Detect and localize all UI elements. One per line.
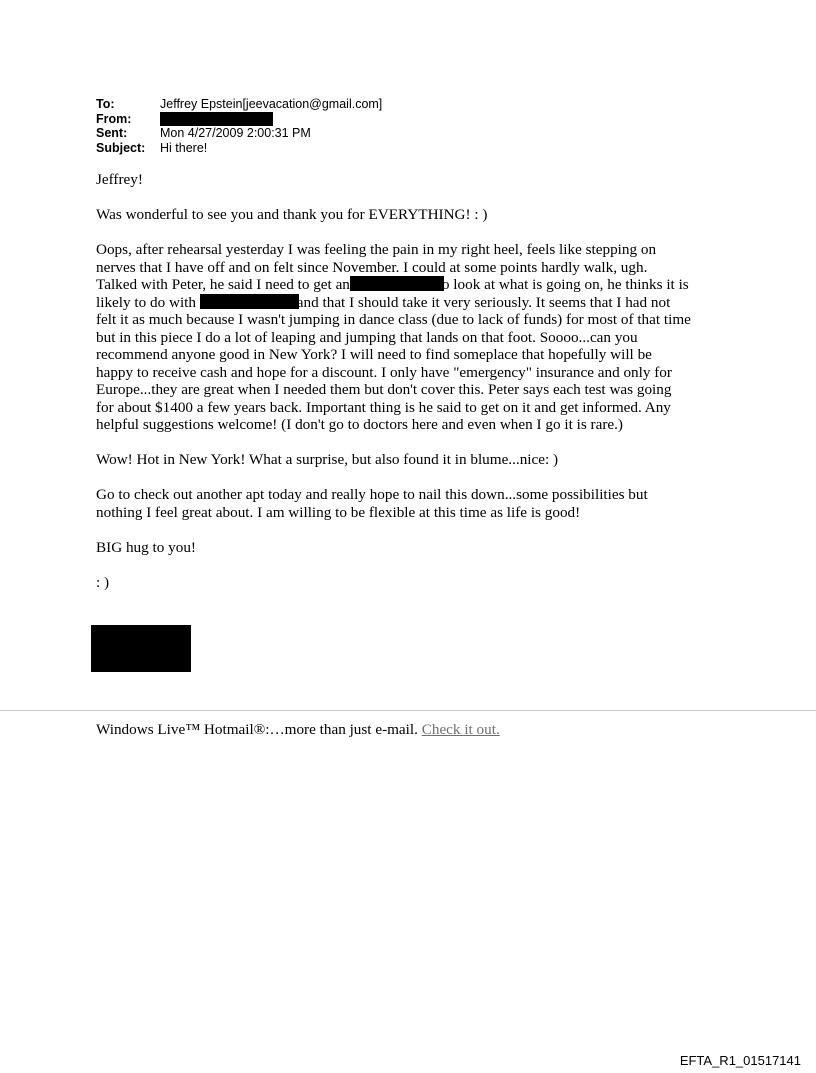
to-label: To:	[96, 97, 115, 111]
body-line: but in this piece I do a lot of leaping and jumping that lands on that foot. Soooo...can you	[96, 328, 638, 346]
signature-redaction	[91, 625, 191, 672]
paragraph-apartment	[96, 486, 736, 521]
from-redaction	[160, 112, 273, 126]
paragraph-thanks: Was wonderful to see you and thank you for EVERYTHING! : )	[96, 206, 488, 223]
body-line: nothing I feel great about. I am willing to be flexible at this time as life is good!	[96, 503, 581, 521]
body-line: recommend anyone good in New York? I will need to find someplace that hopefully will be	[96, 346, 652, 363]
footer-text: Windows Live™ Hotmail®:…more than just e-mail.	[96, 721, 422, 738]
sent-value: Mon 4/27/2009 2:00:31 PM	[160, 126, 311, 140]
paragraph-heel-pain	[96, 241, 736, 434]
sent-row	[96, 126, 382, 141]
body-line: Oops, after rehearsal yesterday I was feeling the pain in my right heel, feels like stepping on	[96, 241, 657, 258]
paragraph-hug: BIG hug to you!	[96, 538, 196, 556]
redaction-block	[200, 294, 299, 309]
body-line: for about $1400 a few years back. Important thing is he said to get on it and get informed. Any	[96, 398, 671, 416]
email-body	[96, 171, 736, 609]
subject-row	[96, 141, 382, 156]
from-label: From:	[96, 111, 132, 126]
body-text: o look at what is going on, he thinks it is	[441, 276, 689, 293]
body-line	[96, 276, 736, 294]
body-line: happy to receive cash and hope for a discount. I only have "emergency" insurance and only for	[96, 363, 672, 381]
body-line: nerves that I have off and on felt since November. I could at some points hardly walk, ugh.	[96, 258, 648, 276]
subject-value: Hi there!	[160, 140, 208, 155]
from-row	[96, 112, 382, 127]
body-line: helpful suggestions welcome! (I don't go to doctors here and even when I go it is rare.)	[96, 416, 623, 433]
greeting: Jeffrey!	[96, 171, 143, 188]
email-header	[96, 97, 382, 155]
body-line	[96, 294, 736, 312]
body-text: and that I should take it very seriously. It seems that I had not	[296, 293, 671, 311]
body-line: Go to check out another apt today and really hope to nail this down...some possibilities but	[96, 486, 648, 503]
body-line: felt it as much because I wasn't jumping in dance class (due to lack of funds) for most of that time	[96, 311, 691, 328]
sent-label: Sent:	[96, 126, 128, 140]
paragraph-smiley: : )	[96, 573, 110, 591]
hotmail-footer	[96, 721, 500, 739]
document-id: EFTA_R1_01517141	[679, 1053, 801, 1068]
body-text: likely to do with	[96, 293, 196, 311]
to-value: Jeffrey Epstein[jeevacation@gmail.com]	[160, 97, 383, 111]
paragraph-weather: Wow! Hot in New York! What a surprise, but also found it in blume...nice: )	[96, 451, 559, 468]
subject-label: Subject:	[96, 140, 146, 155]
check-it-out-link[interactable]: Check it out.	[421, 721, 500, 738]
redaction-block	[350, 276, 444, 291]
body-text: Talked with Peter, he said I need to get an	[96, 276, 350, 293]
footer-divider	[0, 710, 816, 711]
body-line: Europe...they are great when I needed them but don't cover this. Peter says each test was going	[96, 381, 672, 398]
to-row	[96, 97, 382, 112]
